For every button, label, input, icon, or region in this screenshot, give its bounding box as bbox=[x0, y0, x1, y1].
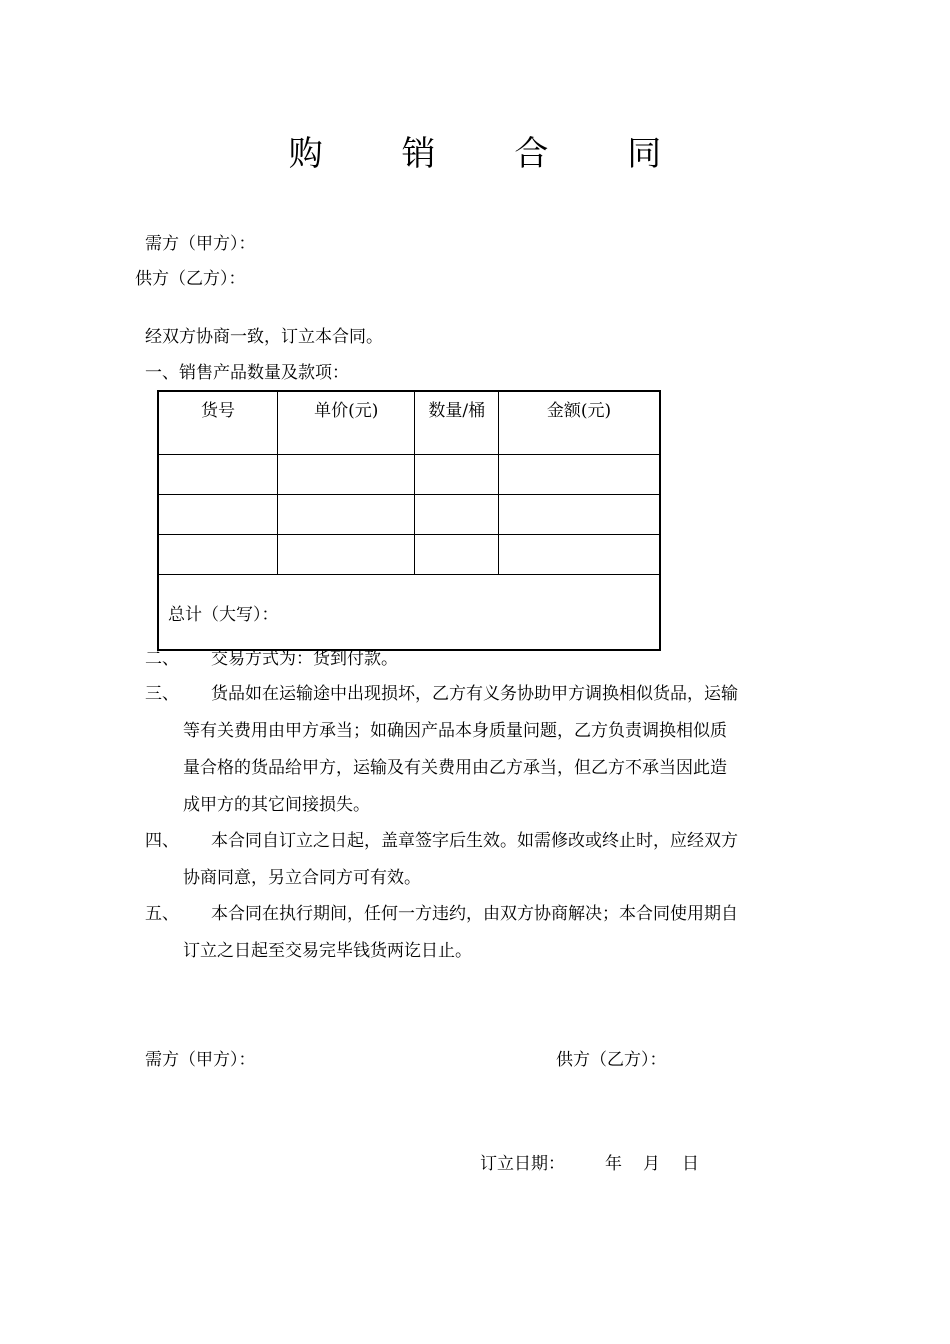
header-quantity: 数量/桶 bbox=[415, 391, 499, 455]
table-row bbox=[158, 455, 660, 495]
clause-text: 量合格的货品给甲方，运输及有关费用由乙方承当，但乙方不承当因此造 bbox=[183, 758, 727, 778]
table-cell bbox=[499, 495, 660, 535]
header-amount: 金额(元) bbox=[499, 391, 660, 455]
table-total-row bbox=[158, 575, 660, 651]
clause-text: 协商同意，另立合同方可有效。 bbox=[183, 868, 421, 888]
document-title: 购 销 合 同 bbox=[288, 134, 696, 174]
table-cell bbox=[415, 495, 499, 535]
date-label: 订立日期： bbox=[480, 1154, 565, 1174]
clause-text: 交易方式为：货到付款。 bbox=[211, 649, 398, 669]
clause-number: 五、 bbox=[145, 904, 179, 924]
table-cell bbox=[499, 455, 660, 495]
table-cell bbox=[277, 535, 414, 575]
date-day: 日 bbox=[682, 1154, 699, 1174]
clause-4 bbox=[145, 823, 810, 897]
seller-label: 供方（乙方）： bbox=[135, 269, 246, 289]
clause-number: 二、 bbox=[145, 649, 179, 669]
header-item-no: 货号 bbox=[158, 391, 277, 455]
table-cell bbox=[158, 455, 277, 495]
date-year: 年 bbox=[605, 1154, 622, 1174]
table-cell bbox=[158, 535, 277, 575]
table-cell bbox=[499, 535, 660, 575]
clause-3 bbox=[145, 676, 810, 824]
clause-number: 三、 bbox=[145, 684, 179, 704]
clause-text: 等有关费用由甲方承当；如确因产品本身质量问题，乙方负责调换相似质 bbox=[183, 721, 727, 741]
buyer-label: 需方（甲方）： bbox=[145, 234, 256, 254]
clause-2 bbox=[145, 641, 810, 678]
clause-text: 本合同自订立之日起，盖章签字后生效。如需修改或终止时，应经双方 bbox=[211, 831, 738, 851]
intro-text: 经双方协商一致，订立本合同。 bbox=[145, 327, 383, 347]
clause-text: 订立之日起至交易完毕钱货两讫日止。 bbox=[183, 941, 472, 961]
table-cell bbox=[277, 495, 414, 535]
table-cell bbox=[277, 455, 414, 495]
clause-text: 本合同在执行期间，任何一方违约，由双方协商解决；本合同使用期自 bbox=[211, 904, 738, 924]
table-header-row bbox=[158, 391, 660, 455]
table-cell bbox=[415, 535, 499, 575]
table-cell bbox=[158, 495, 277, 535]
clause-number: 四、 bbox=[145, 831, 179, 851]
table-cell bbox=[415, 455, 499, 495]
total-label: 总计（大写）： bbox=[158, 575, 660, 651]
section1-heading: 一、销售产品数量及款项： bbox=[145, 363, 349, 383]
signature-seller-label: 供方（乙方）： bbox=[556, 1050, 667, 1070]
goods-table bbox=[157, 390, 661, 651]
clause-text: 成甲方的其它间接损失。 bbox=[183, 795, 370, 815]
date-month: 月 bbox=[643, 1154, 660, 1174]
clause-text: 货品如在运输途中出现损坏，乙方有义务协助甲方调换相似货品，运输 bbox=[211, 684, 738, 704]
table-row bbox=[158, 535, 660, 575]
header-unit-price: 单价(元) bbox=[277, 391, 414, 455]
signature-buyer-label: 需方（甲方）： bbox=[145, 1050, 256, 1070]
clause-5 bbox=[145, 896, 810, 970]
table-row bbox=[158, 495, 660, 535]
